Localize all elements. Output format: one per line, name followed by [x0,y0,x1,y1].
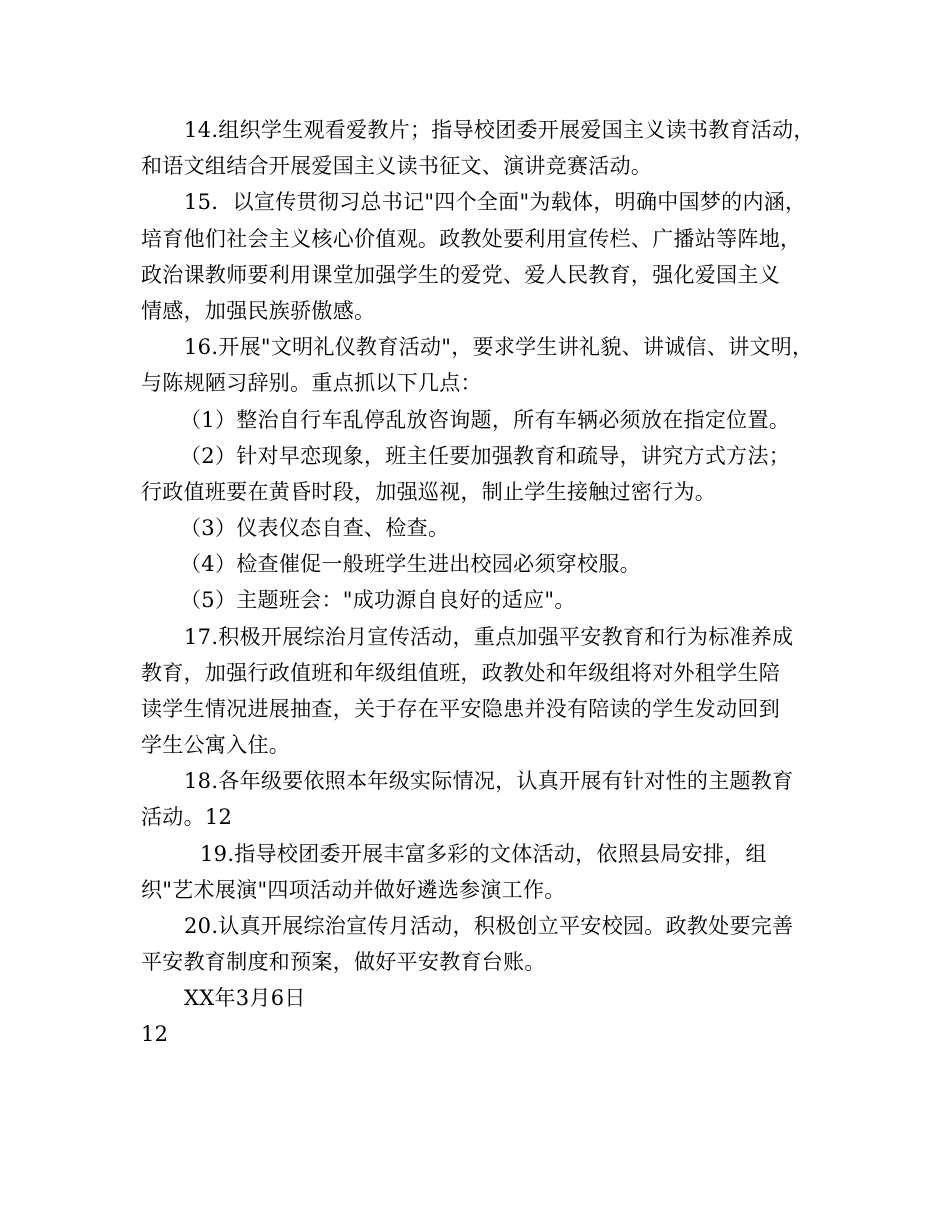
paragraph-16-line-1: 16.开展"文明礼仪教育活动"，要求学生讲礼貌、讲诚信、讲文明， [184,335,814,359]
paragraph-19-line-1: 19.指导校团委开展丰富多彩的文体活动，依照县局安排，组 [200,842,767,866]
paragraph-18-line-2: 活动。12 [141,805,233,829]
paragraph-15-line-2: 培育他们社会主义核心价值观。政教处要利用宣传栏、广播站等阵地， [141,227,802,251]
paragraph-17-line-4: 学生公寓入住。 [141,733,291,757]
sub-item-2-line-1: （2）针对早恋现象，班主任要加强教育和疏导，讲究方式方法； [180,444,791,468]
sub-item-1: （1）整治自行车乱停乱放咨询题，所有车辆必须放在指定位置。 [180,408,791,432]
paragraph-20-line-1: 20.认真开展综治宣传月活动，积极创立平安校园。政教处要完善 [184,914,794,938]
paragraph-20-line-2: 平安教育制度和预案，做好平安教育台账。 [141,950,546,974]
paragraph-15-line-1: 15．以宣传贯彻习总书记"四个全面"为载体，明确中国梦的内涵， [184,190,807,214]
sub-item-3: （3）仪表仪态自查、检查。 [180,516,450,540]
paragraph-17-line-3: 读学生情况进展抽查，关于存在平安隐患并没有陪读的学生发动回到 [141,697,780,721]
paragraph-17-line-1: 17.积极开展综治月宣传活动，重点加强平安教育和行为标准养成 [184,625,794,649]
paragraph-15-line-3: 政治课教师要利用课堂加强学生的爱党、爱人民教育，强化爱国主义 [141,263,780,287]
paragraph-19-line-2: 织"艺术展演"四项活动并做好遴选参演工作。 [141,878,566,902]
paragraph-18-line-1: 18.各年级要依照本年级实际情况，认真开展有针对性的主题教育 [184,769,794,793]
paragraph-14-line-1: 14.组织学生观看爱教片；指导校团委开展爱国主义读书教育活动， [184,118,815,142]
paragraph-14-line-2: 和语文组结合开展爱国主义读书征文、演讲竞赛活动。 [141,154,653,178]
paragraph-16-line-2: 与陈规陋习辞别。重点抓以下几点： [141,371,482,395]
sub-item-5: （5）主题班会："成功源自良好的适应"。 [180,588,576,612]
paragraph-17-line-2: 教育，加强行政值班和年级组值班，政教处和年级组将对外租学生陪 [141,661,780,685]
paragraph-15-line-4: 情感，加强民族骄傲感。 [141,299,376,323]
sub-item-4: （4）检查催促一般班学生进出校园必须穿校服。 [180,552,641,576]
document-date: XX年3月6日 [184,986,306,1010]
page-number: 12 [141,1022,169,1046]
sub-item-2-line-2: 行政值班要在黄昏时段，加强巡视，制止学生接触过密行为。 [141,480,717,504]
